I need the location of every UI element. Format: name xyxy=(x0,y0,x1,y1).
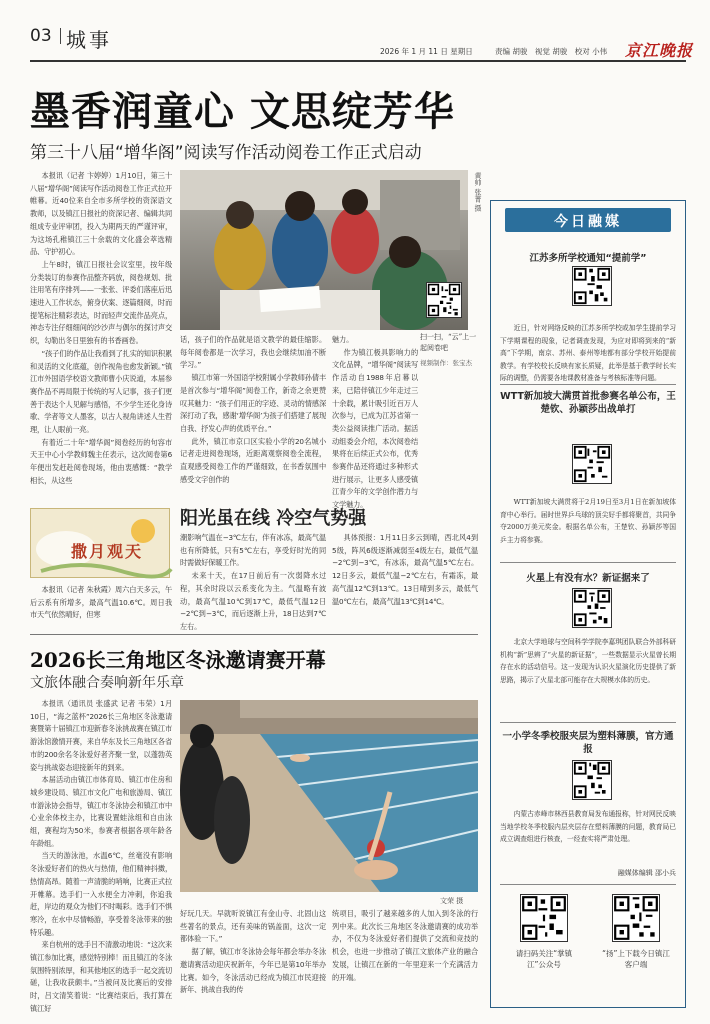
sidebar-news-qr[interactable] xyxy=(572,266,612,306)
lead-qr-caption: 扫一扫，“云”上一起阅卷吧 xyxy=(420,333,477,352)
weather-col2 xyxy=(180,532,326,631)
swim-paragraph: 来自杭州的选手吕不清激动地说：“这次来镇江参加比赛，感觉特别棒！而且镇江的冬泳氛围特别浓厚，和其他地区的选手一起交流切磋，让我收获颇丰。”当被问及比赛后的安排时，吕文清笑着说：“比赛结束后，我打算在镇江好 xyxy=(30,940,172,1013)
lead-paragraph: “孩子们的作品让我看到了扎实的知识积累和灵活的文化底蕴，创作视角也愈发新颖。”镇江市外国语学校语文教师曹小庆说道，本届参赛作品不再局限于传统的写人记事，孩子们更善于表达个人见解与感悟，不少学生还化身诗歌、学者等文人墨客，以古人视角讲述人生哲理，让人眼前一亮。 xyxy=(30,348,172,435)
lead-subheadline: 第三十八届“增华阁”阅读写作活动阅卷工作正式启动 xyxy=(30,143,422,163)
issue-date: 2026 年 1 月 11 日 星期日 xyxy=(380,47,473,56)
swim-subheadline: 文旅体融合奏响新年乐章 xyxy=(30,675,184,691)
lead-photo-credit: 黄帅 张菁 摄 xyxy=(474,172,482,212)
qr-pattern xyxy=(521,895,567,941)
weather-paragraph: 具体预报：1月11日多云到晴，西北风4到5级，阵风6级逐渐减弱至4级左右，最低气温−2℃到−3℃，有冰冻，最高气温5℃左右。12日多云，最低气温−2℃左右，有霜冻，最高气温12℃到13℃。13日晴到多云，最低气温0℃左右，最高气温13℃到14℃。 xyxy=(332,533,478,606)
lead-paragraph: 此外，镇江市京口区实验小学的20名城小记者走进阅卷现场，近距离观察阅卷全流程，直观感受阅卷工作的严谨细致，在书香氛围中感受文字创作的 xyxy=(180,436,326,484)
lead-headline: 墨香润童心 文思绽芳华 xyxy=(30,88,455,135)
lead-paragraph: 本报讯（记者 卞婷婷）1月10日，第三十八届“增华阁”阅读写作活动阅卷工作正式拉开帷幕。近40位来自全市多所学校的资深语文教师，以及镇江日报社的资深记者、编辑共同组成专业评审团，投入为期两天的严谨评审，为这场孔稚镇江三十余载的文化盛会萃选精品、守护初心。 xyxy=(30,171,172,257)
qr-pattern xyxy=(573,445,611,483)
header-rule xyxy=(30,60,686,62)
wechat-account-qr[interactable] xyxy=(520,894,568,942)
lead-col2 xyxy=(180,334,326,494)
page-number: 03 xyxy=(30,26,52,46)
sidebar-divider xyxy=(500,722,676,723)
swim-paragraph: 当天的游泳池，水温6℃，丝毫没有影响冬泳爱好者们的热火与热情，他们精神抖擞，热情高昂。随着一声清脆的哨响，比赛正式拉开帷幕。选手们一入水便全力冲刺，你追我赶，岸边的观众为他们不时喝彩。选手们不惧寒冷，在水中尽情畅游，享受着冬泳带来的独特乐趣。 xyxy=(30,851,172,937)
weather-paragraph: 本报讯（记者 朱秋霞）周六白天多云，午后云系有所增多，最高气温10.6℃。周日我市天气依然晴好，但寒 xyxy=(30,585,172,620)
swim-paragraph: 本报讯（通讯员 张盛武 记者 韦荣）1月10日，“海之蓝杯”2026长三角地区冬泳邀请赛暨第十届镇江市迎新春冬泳挑战赛在镇江市游泳馆激情开赛，来自华东及长三角地区各省市的200余名冬泳爱好者齐聚一堂，以蓬勃英姿与挑战姿态迎接新年的到来。 xyxy=(30,699,172,772)
swim-headline: 2026长三角地区冬泳邀请赛开幕 xyxy=(30,648,326,672)
sidebar-news-qr[interactable] xyxy=(572,444,612,484)
lead-col1 xyxy=(30,170,172,490)
editor-credit: 责编 胡骏 视觉 胡骏 校对 小伟 xyxy=(495,47,608,56)
sidebar-editor-credit: 融媒体编辑 邵小兵 xyxy=(617,869,676,877)
lead-paragraph: 话，孩子们的作品就是语文教学的最佳缩影。每年阅卷都是一次学习，我也会继续加油不断学习。” xyxy=(180,335,326,370)
swimming-pool-photo xyxy=(180,700,478,892)
app-download-qr[interactable] xyxy=(612,894,660,942)
weather-col3 xyxy=(332,532,478,628)
lead-video-credit: 视频制作：张宝杰 xyxy=(420,359,472,367)
section-divider xyxy=(60,28,61,44)
swim-col1 xyxy=(30,698,172,1013)
lead-paragraph: 有着近二十年“增华阁”阅卷经历的句容市天王中心小学教师魏主任表示，这次阅卷第6年便出发赶赴阅卷现场，他由衷感慨：“教学相长，从这些 xyxy=(30,437,172,485)
swim-photo xyxy=(180,700,478,892)
weather-paragraph: 未来十天，在17日前后有一次弱降水过程，其余时段以云系变化为主。气温略有波动，最高气温10℃到17℃，最低气温12日−2℃到−3℃，而后逐渐上升，18日达到7℃左右。 xyxy=(180,571,326,631)
sidebar-news-body: 内蒙古赤峰市林西县教育局发布通报称，针对网民反映当地学校冬季校服内层夹层存在塑料薄膜的问题，教育局已成立调查组进行核查，一经查实将严肃处理。 xyxy=(500,810,676,843)
swim-col3 xyxy=(332,908,478,1008)
weather-col1 xyxy=(30,584,172,624)
swim-photo-credit: 文荣 摄 xyxy=(440,897,464,905)
sidebar-news-title[interactable]: WTT新加坡大满贯首批参赛名单公布，王楚钦、孙颖莎出战单打 xyxy=(500,391,676,415)
qr-pattern xyxy=(427,283,461,317)
swim-col2 xyxy=(180,908,326,1008)
sidebar-divider xyxy=(500,562,676,563)
sidebar-news-body: WTT新加坡大满贯将于2月19日至3月1日在新加坡体育中心举行。届时世界乒乓球的顶尖好手都将聚首，共同争夺2000万美元奖金。根据名单公布，王楚钦、孙颖莎等国乒主力将参赛。 xyxy=(500,498,676,544)
weather-paragraph: 潮影响气温在−3℃左右，伴有冰冻，最高气温也有所降低，只有5℃左右，享受好时光的同时需做好保暖工作。 xyxy=(180,533,326,568)
newspaper-logo: 京江晚报 xyxy=(625,41,694,60)
section-name: 城事 xyxy=(66,28,112,52)
sidebar-news-body: 近日，针对网络反映的江苏多所学校或加学生提前学习下学期课程的现象，记者调查发现，为应对即将到来的“新高”下学期，南京、苏州、泰州等地都有部分学校开始提前教学。有学校校长反映有家长质疑，此举是基于教学时长实际的调整，仍需要各地课教材准备与考核标准等问题。 xyxy=(500,324,676,382)
lead-photo xyxy=(180,170,468,330)
sidebar-divider xyxy=(500,384,676,385)
wechat-account-label: 请扫码关注“掌镇江”公众号 xyxy=(515,949,573,969)
qr-pattern xyxy=(573,267,611,305)
lead-paragraph: 作为镇江极具影响力的文化品牌，“增华阁”阅读写作活动自1988年启幕以来，已陪伴镇江少年走过三十余载，累计吸引近百万人次参与，已成为江苏省第一类公益阅读推广活动。据活动组委会介绍，本次阅卷结果将在后续正式公布，优秀参赛作品还将通过多种形式进行展示，让更多人感受镇江青少年的文学创作潜力与文学魅力。 xyxy=(332,347,418,510)
lead-paragraph: 镇江市第一外国语学校附属小学教师孙倩丰是首次参与“增华阁”阅卷工作，新奇之余更赞叹其魅力：“孩子们用正的字迹、灵动的情感深深打动了我，感谢‘增华阁’为孩子们搭建了展现自我、抒发心声的优质平台。” xyxy=(180,373,326,433)
weather-logo xyxy=(30,508,170,578)
swim-paragraph: 据了解，镇江市冬泳协会每年都会举办冬泳邀请赛活动迎庆祝新年，今年已是第10年举办比赛。如今，冬泳活动已经成为镇江市民迎接新年、挑战自我的传 xyxy=(180,947,326,995)
swim-paragraph: 好玩几天。早就听说镇江有金山寺、北固山这些著名的景点，还有美味的锅盖面，这次一定都体验一下。” xyxy=(180,909,326,944)
lead-paragraph: 魅力。 xyxy=(332,335,354,344)
sidebar-news-qr[interactable] xyxy=(572,760,612,800)
qr-pattern xyxy=(613,895,659,941)
sidebar-news-title[interactable]: 江苏多所学校通知“提前学” xyxy=(529,253,647,264)
app-download-label: “扬”上下载今日镇江客户端 xyxy=(602,949,670,969)
qr-pattern xyxy=(573,761,611,799)
lead-qr-code[interactable] xyxy=(426,282,462,318)
lead-col3 xyxy=(332,334,418,510)
sidebar-divider xyxy=(500,884,676,885)
reading-students-photo xyxy=(180,170,468,330)
swim-paragraph: 统项目，吸引了越来越多的人加入到冬泳的行列中来。此次长三角地区冬泳邀请赛的成功举办，不仅为冬泳爱好者们提供了交流和竞技的机会，也进一步推动了镇江文旅体产业的融合发展，让镇江在新的一年里迎来一个充满活力的开端。 xyxy=(332,909,478,982)
sidebar-news-qr[interactable] xyxy=(572,588,612,628)
sidebar-news-title[interactable]: 火星上有没有水？新证据来了 xyxy=(526,573,650,584)
weather-logo-text: 撒月观天 xyxy=(71,542,144,561)
sidebar-news-body: 北京大学地球与空间科学学院李嘉琪团队联合外部科研机构“新”思辨了“火星的新证据”，一些数据显示火星曾长期存在水的活动信号。这一发现为认识火星演化历史提供了新思路，揭示了火星北部可能存在大规模水体的历史。 xyxy=(500,638,676,684)
sidebar-news-title[interactable]: 一小学冬季校服夹层为塑料薄膜，官方通报 xyxy=(502,731,674,755)
qr-pattern xyxy=(573,589,611,627)
swim-paragraph: 本届活动由镇江市体育局、镇江市住房和城乡建设局、镇江市文化广电和旅游局、镇江市游泳协会指导，镇江市冬泳协会和镇江市中心业余体校主办，比赛设置蛙泳组和自由泳组，赛程均为50米，参赛者根据各项年龄各年龄组。 xyxy=(30,775,172,848)
section-divider-rule xyxy=(30,634,478,635)
weather-headline: 阳光虽在线 冷空气势强 xyxy=(180,508,367,529)
sidebar-banner-text: 今日融媒 xyxy=(554,214,622,230)
sidebar-banner xyxy=(505,208,671,232)
lead-paragraph: 上午8时，镇江日报社会议室里，按年级分类装订的参赛作品整齐码放，阅卷规划、批注用笔有序排列——一张张、评委们落座后迅速进入工作状态，俯身伏案、逐篇细阅，时而提笔标注精彩表达，时而轻声交流作品亮点，神态专注仔细细间的沙沙声与偶尔的探讨声交织，勾勒出冬日里独有的书香画卷。 xyxy=(30,259,172,346)
